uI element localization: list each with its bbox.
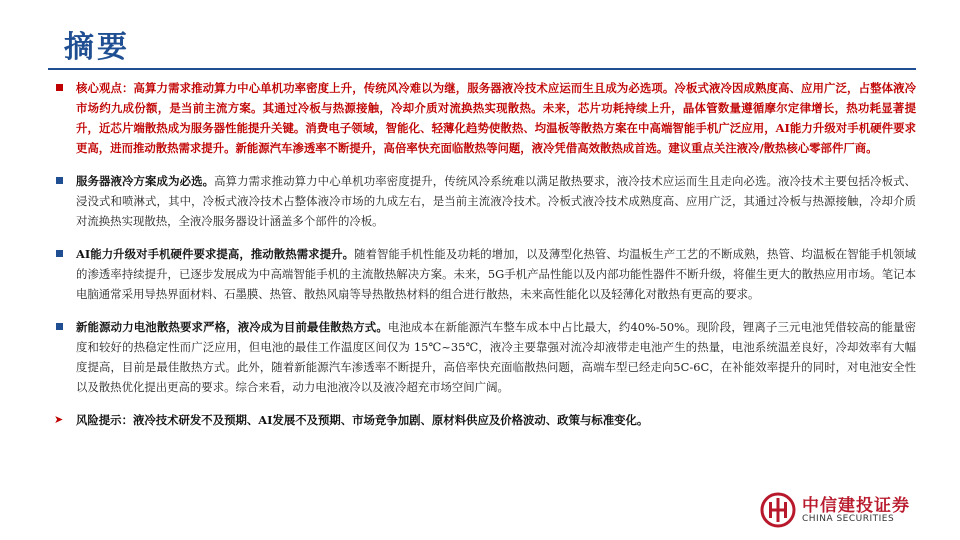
summary-content xyxy=(50,78,916,430)
core-view-item xyxy=(50,78,916,158)
point-item-server xyxy=(50,171,916,231)
square-bullet-icon xyxy=(56,177,63,184)
citic-logo-icon xyxy=(760,492,796,528)
point-text xyxy=(76,171,916,231)
arrow-bullet-icon: ➤ xyxy=(54,413,64,426)
square-bullet-icon xyxy=(56,84,63,91)
core-view-text: 核心观点：高算力需求推动算力中心单机功率密度上升，传统风冷难以为继，服务器液冷技术应运而生且成为必选项。冷板式液冷因成熟度高、应用广泛，占整体液冷市场约九成份额，是当前主流方案。其通过冷板与热源接触，冷却介质对流换热实现散热。未来，芯片功耗持续上升，晶体管数量遵循摩尔定律增长，热功耗显著提升，近芯片端散热成为服务器性能提升关键。消费电子领域，智能化、轻薄化趋势使散热、均温板等散热方案在中高端智能手机广泛应用，AI能力升级对手机硬件要求更高，进而推动散热需求提升。新能源汽车渗透率不断提升，高倍率快充面临散热等问题，液冷凭借高效散热成首选。建议重点关注液冷/散热核心零部件厂商。 xyxy=(76,81,916,155)
brand-logo xyxy=(760,490,920,530)
risk-text: 风险提示：液冷技术研发不及预期、AI发展不及预期、市场竞争加剧、原材料供应及价格波动、政策与标准变化。 xyxy=(76,413,649,427)
point-text xyxy=(76,244,916,304)
point-item-battery xyxy=(50,317,916,397)
risk-item xyxy=(50,410,916,430)
point-lead: AI能力升级对手机硬件要求提高，推动散热需求提升。 xyxy=(76,247,355,261)
point-lead: 新能源动力电池散热要求严格，液冷成为目前最佳散热方式。 xyxy=(76,320,388,334)
point-item-phone xyxy=(50,244,916,304)
point-text xyxy=(76,317,916,397)
brand-name-en: CHINA SECURITIES xyxy=(802,514,895,524)
point-lead: 服务器液冷方案成为必选。 xyxy=(76,174,215,188)
point-body: 随着智能手机性能及功耗的增加，以及薄型化热管、均温板生产工艺的不断成熟，热管、均温板在智能手机领域的渗透率持续提升，已逐步发展成为中高端智能手机的主流散热解决方案。未来，5G手机产品性能以及内部功能性器件不断升级，将催生更大的散热应用市场。笔记本电脑通常采用导热界面材料、石墨膜、热管、散热风扇等导热散热材料的组合进行散热，未来高性能化以及轻薄化对散热有更高的要求。 xyxy=(76,247,916,301)
square-bullet-icon xyxy=(56,250,63,257)
title-divider xyxy=(48,68,916,70)
point-body: 高算力需求推动算力中心单机功率密度提升，传统风冷系统难以满足散热要求，液冷技术应运而生且走向必选。液冷技术主要包括冷板式、浸没式和喷淋式，其中，冷板式液冷技术占整体液冷市场的九成左右，是当前主流液冷技术。冷板式液冷技术成熟度高、应用广泛，其通过冷板与热源接触，冷却介质对流换热实现散热，全液冷服务器设计涵盖多个部件的冷板。 xyxy=(76,174,916,228)
brand-name-cn: 中信建投证券 xyxy=(802,496,910,516)
square-bullet-icon xyxy=(56,323,63,330)
page-title: 摘要 xyxy=(64,30,130,65)
point-body: 电池成本在新能源汽车整车成本中占比最大，约40%-50%。现阶段，锂离子三元电池凭借较高的能量密度和较好的热稳定性而广泛应用，但电池的最佳工作温度区间仅为 15℃~35℃，液冷主要靠强对流冷却液带走电池产生的热量，电池系统温差良好，冷却效率有大幅度提高，目前是最佳散热方式。此外，随着新能源汽车渗透率不断提升，高倍率快充面临散热问题，高端车型已经走向5C-6C，在补能效率提升的同时，对电池安全性以及散热优化提出更高的要求。综合来看，动力电池液冷以及液冷超充市场空间广阔。 xyxy=(76,320,916,394)
